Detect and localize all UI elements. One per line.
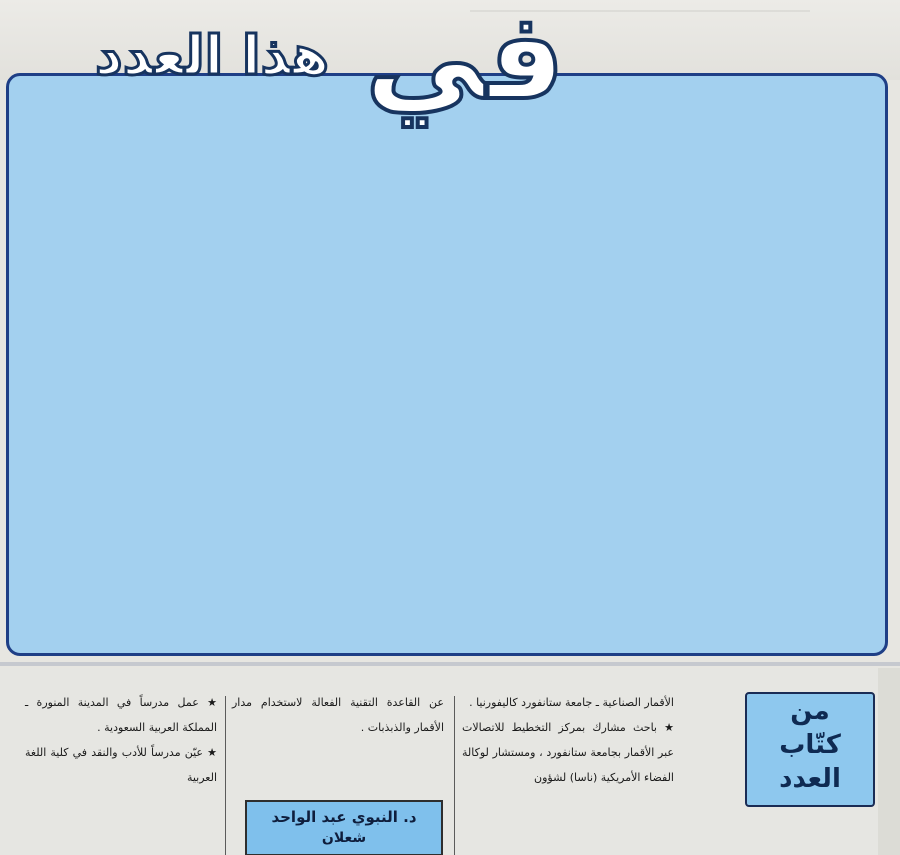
contributor-name-line-2: شعلان — [321, 830, 367, 846]
contributors-logo — [745, 692, 875, 807]
column-rule — [225, 696, 226, 855]
contributors-section — [0, 668, 900, 855]
column-rule — [454, 696, 455, 855]
contributor-paragraph: عن القاعدة التقنية الفعالة لاستخدام مدار الأقمار والذبذبات . — [232, 696, 444, 734]
contributor-name-line-1: د. النبوي عبد الواحد — [271, 808, 417, 826]
contributor-column-1 — [462, 690, 674, 790]
contributor-paragraph: ★ باحث مشارك بمركز التخطيط للاتصالات عبر الأقمار بجامعة ستانفورد ، ومستشار لوكالة الفضاء الأمريكية (ناسا) لشؤون — [462, 721, 674, 784]
logo-line: كتّاب — [779, 730, 841, 760]
contributor-paragraph: ★ عمل مدرساً في المدينة المنورة ـ المملكة العربية السعودية . — [25, 696, 217, 734]
logo-line: العدد — [779, 764, 841, 794]
contributor-paragraph: الأقمار الصناعية ـ جامعة ستانفورد كاليفورنيا . — [469, 696, 674, 709]
contributor-paragraph: ★ عيّن مدرساً للأدب والنقد في كلية اللغة العربية — [25, 746, 217, 784]
contributor-name-box — [245, 800, 443, 855]
contributor-column-3 — [25, 690, 217, 790]
headline-word: هذا العدد — [95, 24, 330, 87]
section-divider — [0, 662, 900, 666]
headline-fi: في — [365, 0, 565, 127]
logo-line: من — [790, 696, 830, 726]
contents-headline — [95, 0, 565, 168]
page-edge-shadow — [878, 668, 900, 855]
contributor-column-2 — [232, 690, 444, 740]
